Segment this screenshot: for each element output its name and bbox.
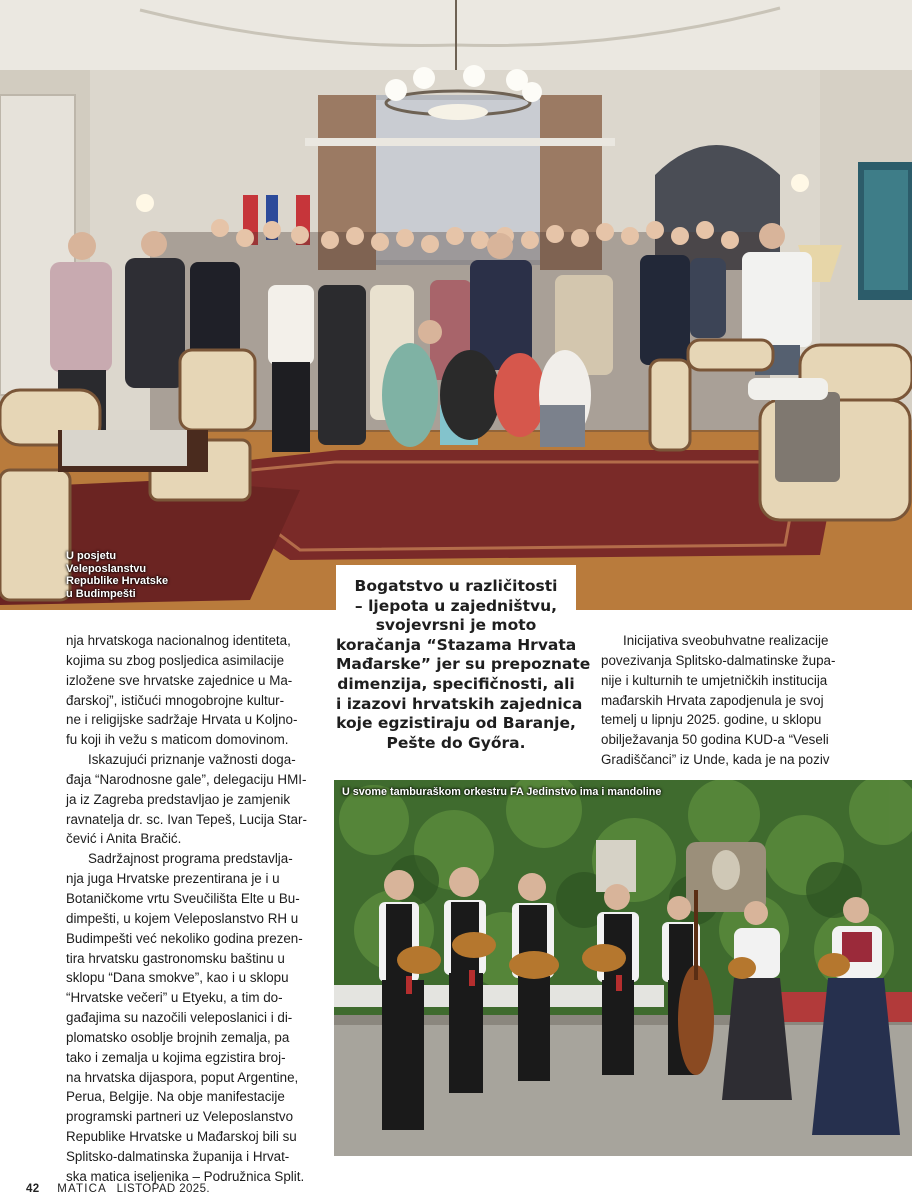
bottom-photo (334, 780, 912, 1156)
right-article-column: Inicijativa sveobuhvatne realizacije povezivanja Splitsko-dalmatinske župa- nije i kulturnih te umjetničkih institucija mađarskih Hrvata zapodjenula je svoj temelj u lipnju 2025. godine, u sklopu obilježavanja 50 godina KUD-a “Veseli Gradiščanci” iz Unde, kada je na poziv (601, 633, 836, 768)
left-article-column: nja hrvatskoga nacionalnog identiteta, kojima su zbog posljedica asimilacije izložene sve hrvatske zajednice u Ma- đarskoj”, ističući mnogobrojne kultur- ne i religijske sadržaje Hrvata u Koljno- fu koji ih vežu s maticom domovinom. Iskazujući priznanje važnosti doga- đaja “Narodnosne gale”, delegaciju HMI- ja iz Zagreba predstavljao je zamjenik ravnatelja dr. sc. Ivan Tepeš, Lucija Star- čević i Anita Bračić. Sadržajnost programa predstavlja- nja juga Hrvatske prezentirana je i u Botaničkome vrtu Sveučilišta Elte u Bu- dimpešti, u kojem Veleposlanstvo RH u Budimpešti već nekoliko godina prezen- tira hrvatsku gastronomsku baštinu u sklopu “Dana smokve”, kao i u sklopu “Hrvatske večeri” u Etyeku, a tim do- gađajima su nazočili veleposlanici i di- plomatsko osoblje brojnih zemalja, pa tako i zemalja u kojima egzistira broj- na hrvatska dijaspora, poput Argentine, Perua, Belgije. Na obje manifestacije programski partneri uz Veleposlanstvo Republike Hrvatske u Mađarskoj bili su Splitsko-dalmatinska županija i Hrvat- ska matica iseljenika – Podružnica Split. (66, 633, 307, 1184)
bottom-photo-caption: U svome tamburaškom orkestru FA Jedinstvo ima i mandoline (342, 786, 662, 798)
magazine-name: MATICA (57, 1183, 107, 1195)
page-footer (26, 1183, 210, 1195)
page-number: 42 (26, 1183, 40, 1195)
tamburica-orchestra-photo (334, 780, 912, 1156)
issue-date: LISTOPAD 2025. (116, 1183, 210, 1195)
top-photo-caption: U posjetu Veleposlanstvu Republike Hrvatske u Budimpešti (66, 550, 169, 600)
pull-quote: Bogatstvo u različitosti – ljepota u zajedništvu, svojevrsni je moto koračanja “Stazama Hrvata Mađarske” jer su prepoznate dimenzija, specifičnosti, ali i izazovi hrvatskih zajednica koje egzistiraju od Baranje, Pešte do Győra. (336, 565, 576, 763)
